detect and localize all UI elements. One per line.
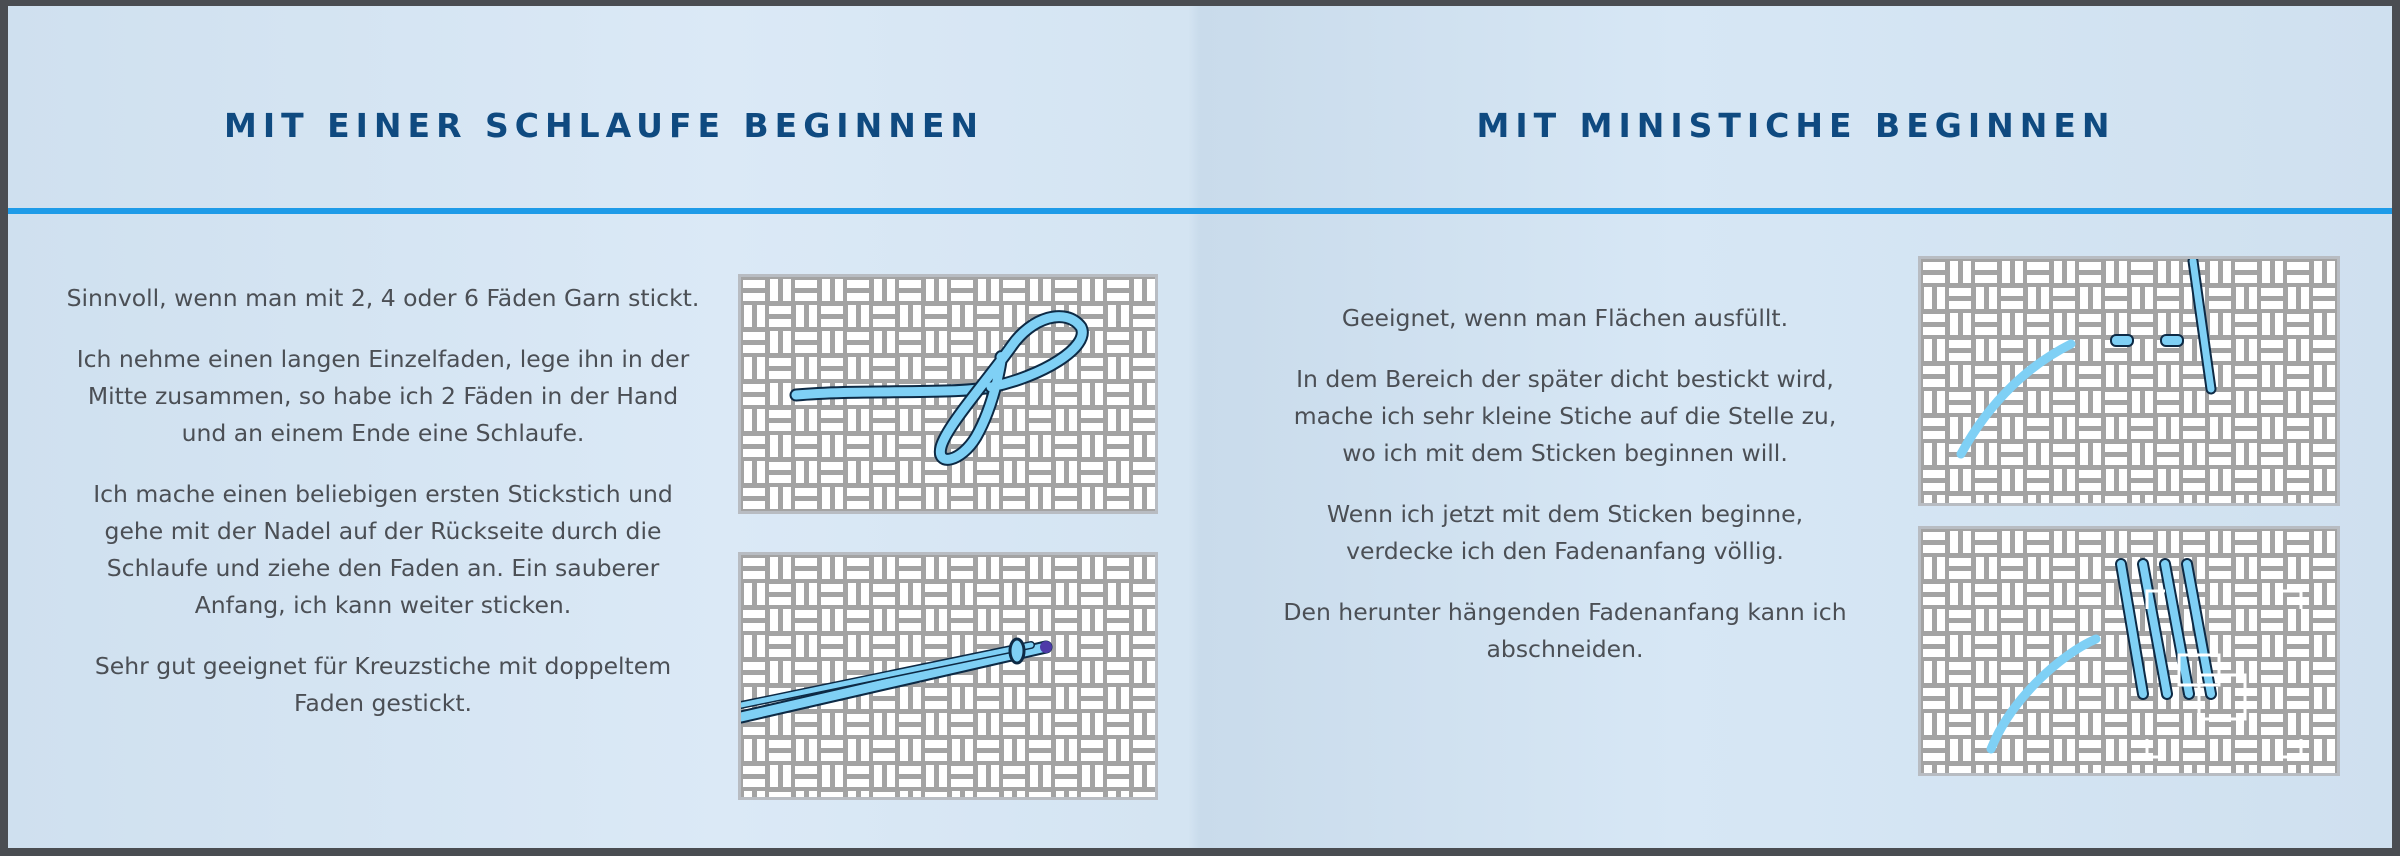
fabric-with-covering-stitches (1921, 529, 2337, 773)
left-page-title: MIT EINER SCHLAUFE BEGINNEN (224, 106, 984, 145)
right-page-title: MIT MINISTICHE BEGINNEN (1476, 106, 2116, 145)
left-paragraph: Sinnvoll, wenn man mit 2, 4 oder 6 Fäden Garn stickt. (66, 284, 700, 312)
loop-start-illustration-1 (738, 274, 1158, 514)
mini-stitch-illustration-1 (1918, 256, 2340, 506)
fabric-with-mini-stitches (1921, 259, 2337, 503)
left-title-rule (8, 208, 1200, 214)
mini-stitch-illustration-2 (1918, 526, 2340, 776)
fabric-with-pulled-thread (741, 555, 1155, 797)
left-paragraph: Ich nehme einen langen Einzelfaden, lege ihn in der Mitte zusammen, so habe ich 2 Fäden in der Hand und an einem Ende eine Schlaufe. (76, 345, 690, 447)
right-paragraph: Den herunter hängenden Fadenanfang kann ich abschneiden. (1283, 598, 1847, 663)
loop-start-illustration-2 (738, 552, 1158, 800)
right-paragraph: Geeignet, wenn man Flächen ausfüllt. (1341, 304, 1789, 332)
left-page (8, 6, 1200, 848)
fabric-with-loop-thread (741, 277, 1155, 511)
left-page-text (63, 280, 703, 746)
right-page-text (1275, 300, 1855, 692)
right-page (1200, 6, 2392, 848)
right-paragraph: In dem Bereich der später dicht bestickt wird, mache ich sehr kleine Stiche auf die Stelle zu, wo ich mit dem Sticken beginnen will. (1293, 365, 1837, 467)
left-paragraph: Ich mache einen beliebigen ersten Stickstich und gehe mit der Nadel auf der Rückseite durch die Schlaufe und ziehe den Faden an. Ein sauberer Anfang, ich kann weiter sticken. (93, 480, 673, 619)
right-title-rule (1200, 208, 2392, 214)
book-spread (8, 6, 2392, 848)
left-paragraph: Sehr gut geeignet für Kreuzstiche mit doppeltem Faden gestickt. (94, 652, 672, 717)
right-paragraph: Wenn ich jetzt mit dem Sticken beginne, verdecke ich den Fadenanfang völlig. (1326, 500, 1804, 565)
